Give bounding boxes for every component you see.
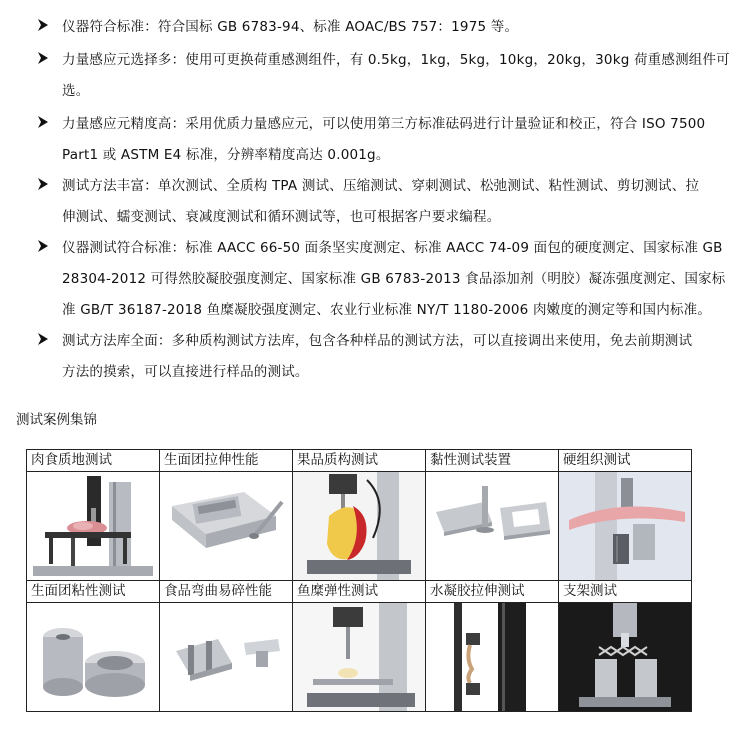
bending-fixture-image <box>160 603 292 711</box>
case-cell <box>27 450 160 581</box>
feature-line: 选。 <box>62 83 90 99</box>
case-label: 食品弯曲易碎性能 <box>160 581 292 603</box>
feature-text <box>62 326 738 388</box>
arrow-right-icon <box>36 332 50 346</box>
dough-tensile-image <box>160 472 292 580</box>
feature-line: 28304-2012 可得然胶凝胶强度测定、国家标准 GB 6783-2013 食品添加剂（明胶）凝冻强度测定、国家标 <box>62 271 726 287</box>
case-cell <box>293 581 426 712</box>
stickiness-fixture-image <box>426 472 558 580</box>
case-cell <box>426 450 559 581</box>
case-cell <box>160 581 293 712</box>
meat-texture-image <box>27 472 159 580</box>
table-row <box>27 450 692 581</box>
fruit-texture-image <box>293 472 425 580</box>
dough-stickiness-image <box>27 603 159 711</box>
feature-line: 仪器测试符合标准：标准 AACC 66-50 面条坚实度测定、标准 AACC 74-09 面包的硬度测定、国家标准 GB <box>62 240 723 256</box>
stent-test-image <box>559 603 691 711</box>
feature-text <box>62 12 738 43</box>
feature-line: 仪器符合标准：符合国标 GB 6783-94、标准 AOAC/BS 757：1975 等。 <box>62 19 519 35</box>
case-label: 肉食质地测试 <box>27 450 159 472</box>
case-cell <box>559 450 692 581</box>
case-cell <box>426 581 559 712</box>
case-label: 果品质构测试 <box>293 450 425 472</box>
feature-line: Part1 或 ASTM E4 标准，分辨率精度高达 0.001g。 <box>62 147 390 163</box>
case-label: 支架测试 <box>559 581 691 603</box>
arrow-right-icon <box>36 115 50 129</box>
arrow-right-icon <box>36 177 50 191</box>
feature-line: 准 GB/T 36187-2018 鱼糜凝胶强度测定、农业行业标准 NY/T 1180-2006 肉嫩度的测定等和国内标准。 <box>62 302 712 318</box>
feature-line: 力量感应元选择多：使用可更换荷重感测组件，有 0.5kg，1kg，5kg，10kg，20kg，30kg 荷重感测组件可 <box>62 52 730 68</box>
case-label: 鱼糜弹性测试 <box>293 581 425 603</box>
feature-line: 方法的摸索，可以直接进行样品的测试。 <box>62 364 309 380</box>
case-cell <box>160 450 293 581</box>
surimi-elasticity-image <box>293 603 425 711</box>
feature-line: 力量感应元精度高：采用优质力量感应元，可以使用第三方标准砝码进行计量验证和校正，符合 ISO 7500 <box>62 116 706 132</box>
case-label: 生面团拉伸性能 <box>160 450 292 472</box>
case-label: 生面团粘性测试 <box>27 581 159 603</box>
feature-line: 测试方法库全面：多种质构测试方法库，包含各种样品的测试方法，可以直接调出来使用，免去前期测试 <box>62 333 693 349</box>
case-cell <box>293 450 426 581</box>
feature-text <box>62 45 738 107</box>
table-row <box>27 581 692 712</box>
feature-text <box>62 109 738 171</box>
section-title: 测试案例集锦 <box>16 412 97 428</box>
feature-text <box>62 171 738 233</box>
case-cell <box>559 581 692 712</box>
hard-tissue-image <box>559 472 691 580</box>
arrow-right-icon <box>36 51 50 65</box>
case-label: 硬组织测试 <box>559 450 691 472</box>
hydrogel-tensile-image <box>426 603 558 711</box>
feature-text <box>62 233 738 326</box>
arrow-right-icon <box>36 239 50 253</box>
case-label: 黏性测试装置 <box>426 450 558 472</box>
case-label: 水凝胶拉伸测试 <box>426 581 558 603</box>
arrow-right-icon <box>36 18 50 32</box>
case-cell <box>27 581 160 712</box>
case-gallery-table <box>26 449 692 712</box>
feature-line: 伸测试、蠕变测试、衰减度测试和循环测试等，也可根据客户要求编程。 <box>62 209 501 225</box>
feature-line: 测试方法丰富：单次测试、全质构 TPA 测试、压缩测试、穿刺测试、松弛测试、粘性测试、剪切测试、拉 <box>62 178 700 194</box>
